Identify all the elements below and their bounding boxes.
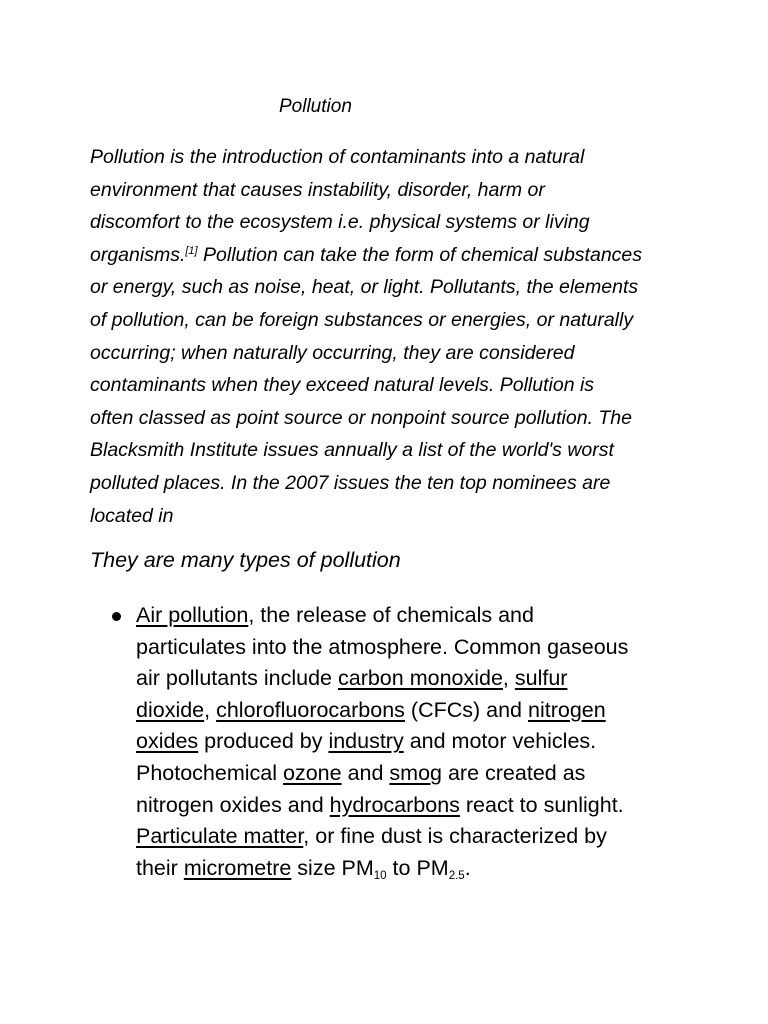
intro-line: contaminants when they exceed natural levels. Pollution is [90, 374, 595, 397]
intro-line: polluted places. In the 2007 issues the ten top nominees are [90, 471, 611, 494]
nitrogen-oxides-link[interactable]: nitrogen [528, 697, 606, 722]
bullet-text: air pollutants include [136, 666, 338, 691]
bullet-text: , [502, 666, 515, 691]
intro-line: located in [90, 504, 174, 527]
bullet-line [136, 821, 768, 853]
nitrogen-oxides-link[interactable]: oxides [136, 729, 199, 754]
list-item [0, 600, 768, 884]
hydrocarbons-link[interactable]: hydrocarbons [329, 792, 460, 817]
sulfur-dioxide-link[interactable]: sulfur [514, 666, 568, 691]
bullet-text: react to sunlight. [459, 792, 624, 817]
bullet-text: , or fine dust is characterized by [303, 824, 607, 849]
bullet-line [136, 790, 768, 822]
pollution-types-list [0, 600, 768, 884]
sulfur-dioxide-link[interactable]: dioxide [136, 697, 205, 722]
chlorofluorocarbons-link[interactable]: chlorofluorocarbons [216, 697, 405, 722]
particulate-matter-link[interactable]: Particulate matter [136, 824, 304, 849]
bullet-text: and [341, 760, 390, 785]
intro-line-text: Pollution can take the form of chemical substances [197, 243, 643, 266]
ozone-link[interactable]: ozone [283, 760, 342, 785]
citation-link[interactable]: [1] [185, 244, 198, 257]
air-pollution-link[interactable]: Air pollution [136, 603, 249, 627]
intro-line: of pollution, can be foreign substances or energies, or naturally [90, 308, 634, 331]
intro-line: often classed as point source or nonpoint source pollution. The [90, 406, 633, 429]
section-heading: They are many types of pollution [90, 548, 401, 572]
subscript: 10 [373, 869, 387, 882]
bullet-line [136, 758, 768, 790]
intro-line: or energy, such as noise, heat, or light. Pollutants, the elements [90, 276, 639, 299]
bullet-text: to PM [386, 855, 449, 880]
bullet-text: size PM [291, 855, 374, 880]
bullet-text: . [464, 855, 471, 880]
carbon-monoxide-link[interactable]: carbon monoxide [337, 666, 503, 691]
smog-link[interactable]: smog [389, 760, 442, 785]
bullet-text: , [204, 697, 217, 722]
bullet-text: and motor vehicles. [403, 729, 597, 754]
bullet-text: produced by [198, 729, 329, 754]
bullet-text: (CFCs) and [404, 697, 528, 722]
industry-link[interactable]: industry [328, 729, 404, 754]
intro-line [90, 239, 690, 272]
bullet-line [136, 600, 768, 632]
intro-line: Blacksmith Institute issues annually a list of the world's worst [90, 439, 614, 462]
intro-line: environment that causes instability, disorder, harm or [90, 178, 545, 201]
bullet-text: , the release of chemicals and [248, 603, 534, 627]
intro-paragraph [90, 141, 690, 532]
bullet-text: are created as [442, 760, 586, 785]
bullet-text: Photochemical [136, 760, 283, 785]
subscript: 2.5 [448, 869, 465, 882]
bullet-line [136, 695, 768, 727]
bullet-text: their [136, 855, 184, 880]
bullet-text: nitrogen oxides and [136, 792, 330, 817]
intro-line: occurring; when naturally occurring, they are considered [90, 341, 575, 364]
page-title: Pollution [279, 96, 352, 117]
bullet-icon [112, 612, 121, 621]
bullet-line [136, 663, 768, 695]
intro-line: discomfort to the ecosystem i.e. physical systems or living [90, 211, 590, 234]
intro-line: Pollution is the introduction of contaminants into a natural [90, 146, 585, 168]
intro-line-text: organisms. [90, 243, 186, 266]
bullet-line [136, 726, 768, 758]
micrometre-link[interactable]: micrometre [183, 855, 292, 880]
bullet-line: particulates into the atmosphere. Common gaseous [136, 634, 629, 659]
bullet-line [136, 853, 768, 885]
